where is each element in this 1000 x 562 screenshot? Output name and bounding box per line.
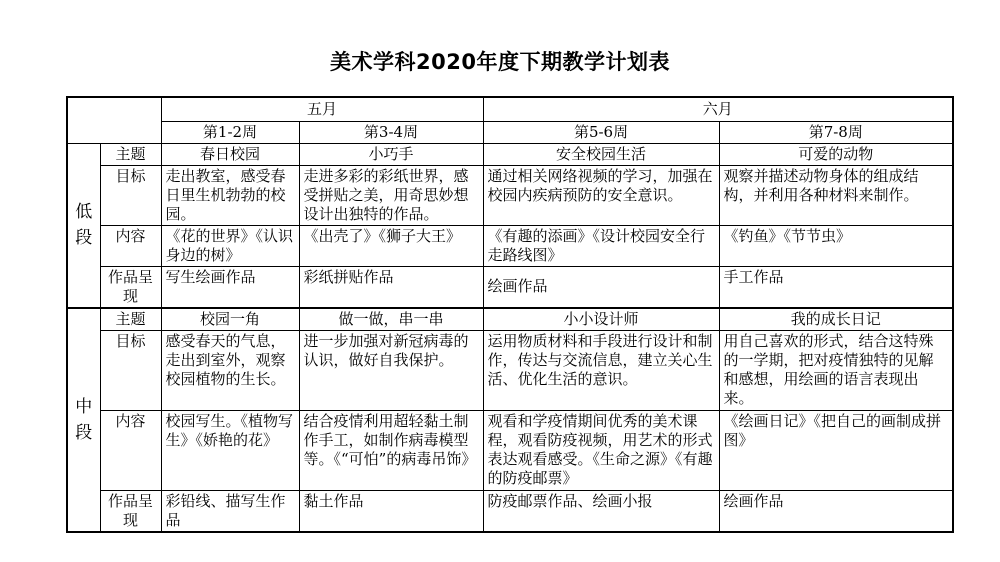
low-work-cell: 彩纸拼贴作品 <box>299 266 483 308</box>
mid-content-cell: 《绘画日记》《把自己的画制成拼图》 <box>719 410 953 490</box>
week-header: 第3-4周 <box>299 121 483 143</box>
week-header: 第7-8周 <box>719 121 953 143</box>
low-theme-cell: 安全校园生活 <box>483 143 719 165</box>
mid-content-cell: 校园写生。《植物写生》《娇艳的花》 <box>161 410 299 490</box>
low-goal-cell: 走出教室，感受春日里生机勃勃的校园。 <box>161 165 299 225</box>
mid-theme-cell: 我的成长日记 <box>719 308 953 331</box>
mid-content-cell: 结合疫情利用超轻黏土制作手工，如制作病毒模型等。《“可怕”的病毒吊饰》 <box>299 410 483 490</box>
page-title: 美术学科2020年度下期教学计划表 <box>330 50 670 74</box>
mid-goal-cell: 用自己喜欢的形式，结合这特殊的一学期，把对疫情独特的见解和感想，用绘画的语言表现出来。 <box>719 330 953 410</box>
stage-mid-label <box>67 308 100 533</box>
row-label-theme: 主题 <box>100 143 161 165</box>
low-goal-cell: 走进多彩的彩纸世界，感受拼贴之美，用奇思妙想设计出独特的作品。 <box>299 165 483 225</box>
row-label-goal: 目标 <box>100 330 161 410</box>
stage-mid-text: 中段 <box>75 396 93 443</box>
low-theme-cell: 可爱的动物 <box>719 143 953 165</box>
month-header-row <box>67 97 953 121</box>
low-content-cell: 《出壳了》《狮子大王》 <box>299 225 483 266</box>
teaching-plan-table <box>66 96 954 533</box>
low-theme-cell: 小巧手 <box>299 143 483 165</box>
corner-cell <box>67 97 161 143</box>
month-june: 六月 <box>483 97 953 121</box>
low-work-cell: 手工作品 <box>719 266 953 308</box>
row-label-work: 作品呈现 <box>100 490 161 532</box>
low-work-cell: 写生绘画作品 <box>161 266 299 308</box>
low-content-cell: 《有趣的添画》《设计校园安全行走路线图》 <box>483 225 719 266</box>
mid-work-cell: 黏土作品 <box>299 490 483 532</box>
week-header: 第1-2周 <box>161 121 299 143</box>
stage-low-label <box>67 143 100 308</box>
mid-theme-cell: 校园一角 <box>161 308 299 331</box>
low-goal-cell: 通过相关网络视频的学习，加强在校园内疾病预防的安全意识。 <box>483 165 719 225</box>
mid-theme-cell: 做一做，串一串 <box>299 308 483 331</box>
mid-work-row <box>67 490 953 532</box>
low-theme-cell: 春日校园 <box>161 143 299 165</box>
week-header: 第5-6周 <box>483 121 719 143</box>
mid-goal-cell: 运用物质材料和手段进行设计和制作，传达与交流信息，建立关心生活、优化生活的意识。 <box>483 330 719 410</box>
mid-theme-cell: 小小设计师 <box>483 308 719 331</box>
mid-content-row <box>67 410 953 490</box>
low-content-cell: 《钓鱼》《节节虫》 <box>719 225 953 266</box>
mid-work-cell: 绘画作品 <box>719 490 953 532</box>
mid-goal-row <box>67 330 953 410</box>
mid-work-cell: 防疫邮票作品、绘画小报 <box>483 490 719 532</box>
mid-work-cell: 彩铅线、描写生作品 <box>161 490 299 532</box>
row-label-content: 内容 <box>100 225 161 266</box>
row-label-goal: 目标 <box>100 165 161 225</box>
low-work-cell: 绘画作品 <box>483 266 719 308</box>
low-theme-row <box>67 143 953 165</box>
stage-low-text: 低段 <box>75 202 93 248</box>
low-content-row <box>67 225 953 266</box>
month-may: 五月 <box>161 97 483 121</box>
mid-content-cell: 观看和学疫情期间优秀的美术课程，观看防疫视频，用艺术的形式表达观看感受。《生命之源》《有趣的防疫邮票》 <box>483 410 719 490</box>
mid-theme-row <box>67 308 953 331</box>
mid-goal-cell: 进一步加强对新冠病毒的认识，做好自我保护。 <box>299 330 483 410</box>
low-content-cell: 《花的世界》《认识身边的树》 <box>161 225 299 266</box>
mid-goal-cell: 感受春天的气息，走出到室外，观察校园植物的生长。 <box>161 330 299 410</box>
low-work-row <box>67 266 953 308</box>
low-goal-cell: 观察并描述动物身体的组成结构，并利用各种材料来制作。 <box>719 165 953 225</box>
low-goal-row <box>67 165 953 225</box>
row-label-work: 作品呈现 <box>100 266 161 308</box>
row-label-theme: 主题 <box>100 308 161 331</box>
row-label-content: 内容 <box>100 410 161 490</box>
week-header-row <box>67 121 953 143</box>
